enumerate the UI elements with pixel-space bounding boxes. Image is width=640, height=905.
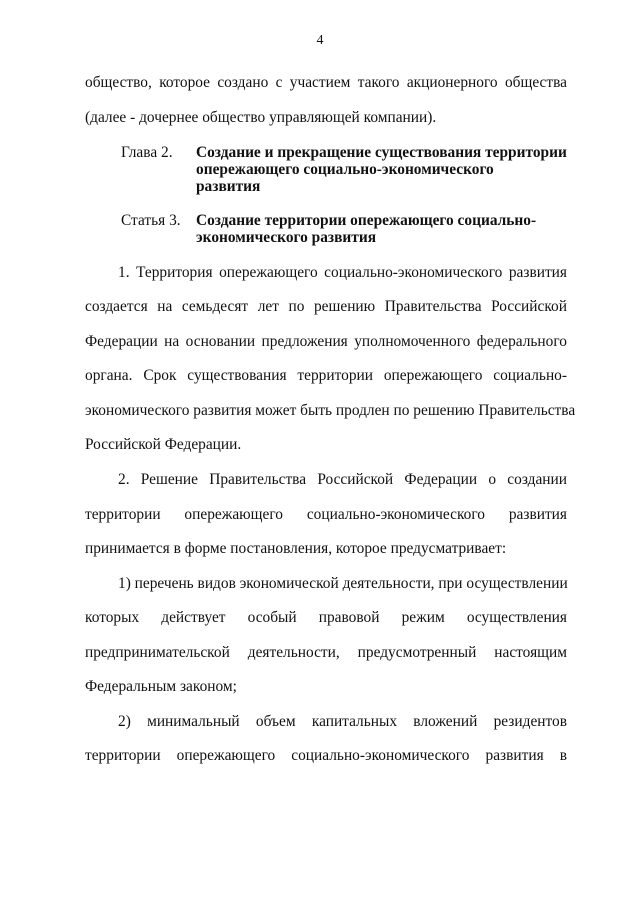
page-number: 4 bbox=[316, 33, 324, 48]
article-title bbox=[196, 212, 576, 246]
paragraph1-line-5: экономического развития может быть продлен по решению Правительства bbox=[85, 402, 576, 419]
intro-line-2: (далее - дочернее общество управляющей компании). bbox=[85, 109, 437, 126]
chapter-title-line-1: Создание и прекращение существования территории bbox=[196, 144, 567, 161]
paragraph1-line-4: органа. Срок существования территории опережающего социально- bbox=[85, 367, 567, 384]
paragraph2-line-2: территории опережающего социально-экономического развития bbox=[85, 506, 567, 523]
paragraph1-line-3: Федерации на основании предложения уполномоченного федерального bbox=[85, 333, 567, 350]
item2-line-2: территории опережающего социально-экономического развития в bbox=[85, 747, 567, 764]
paragraph2-line-3: принимается в форме постановления, которое предусматривает: bbox=[85, 540, 507, 557]
paragraph1-line-6: Российской Федерации. bbox=[85, 436, 242, 453]
chapter-title-line-3: развития bbox=[196, 178, 261, 195]
paragraph2-line-1: 2. Решение Правительства Российской Федерации о создании bbox=[118, 471, 567, 488]
paragraph1-line-1: 1. Территория опережающего социально-экономического развития bbox=[118, 264, 567, 281]
paragraph1-line-2: создается на семьдесят лет по решению Правительства Российской bbox=[85, 298, 567, 315]
article-label: Статья 3. bbox=[121, 212, 181, 229]
item1-line-3: предпринимательской деятельности, предусмотренный настоящим bbox=[85, 644, 567, 661]
article-title-line-1: Создание территории опережающего социально- bbox=[196, 212, 537, 229]
intro-line-1: общество, которое создано с участием такого акционерного общества bbox=[85, 74, 567, 91]
item1-line-4: Федеральным законом; bbox=[85, 678, 237, 695]
item1-line-1: 1) перечень видов экономической деятельности, при осуществлении bbox=[118, 575, 568, 592]
chapter-label: Глава 2. bbox=[121, 144, 173, 161]
item2-line-1: 2) минимальный объем капитальных вложений резидентов bbox=[118, 713, 567, 730]
chapter-title bbox=[196, 144, 576, 195]
article-title-line-2: экономического развития bbox=[196, 229, 377, 246]
chapter-title-line-2: опережающего социально-экономического bbox=[196, 161, 494, 178]
item1-line-2: которых действует особый правовой режим осуществления bbox=[85, 609, 567, 626]
